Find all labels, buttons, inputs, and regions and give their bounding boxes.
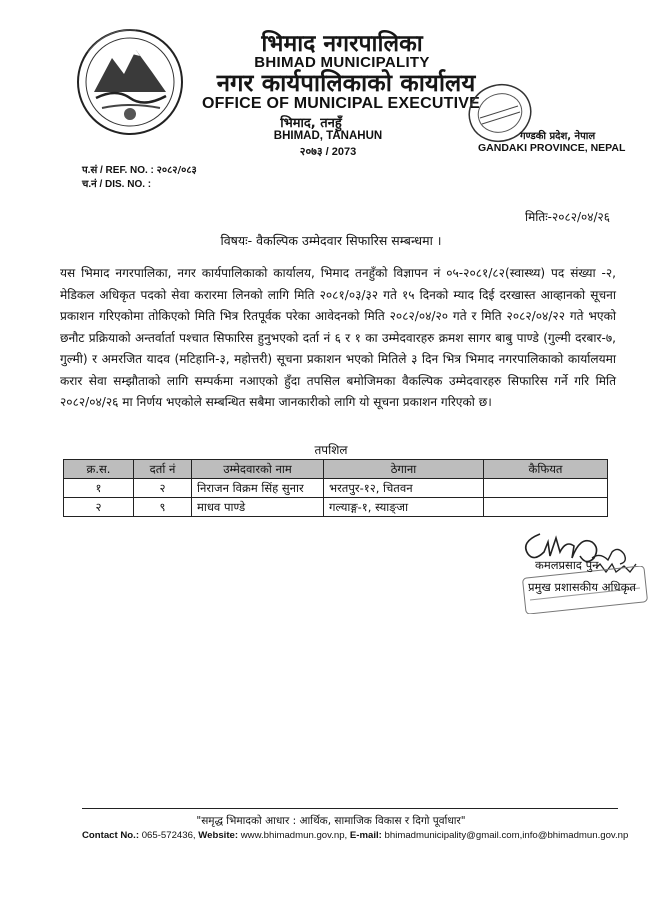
ref-value: २०८२/०८३ [156, 165, 197, 176]
cell-serial: १ [64, 479, 134, 498]
col-candidate-name: उम्मेदवारको नाम [192, 460, 324, 479]
province-english: GANDAKI PROVINCE, NEPAL [478, 142, 626, 154]
table-header-row [64, 460, 608, 479]
place-english: BHIMAD, TANAHUN [273, 130, 383, 142]
signer-name: कमलप्रसाद पुन [535, 558, 599, 572]
website-value: www.bhimadmun.gov.np, [238, 830, 350, 841]
signer-title: प्रमुख प्रशासकीय अधिकृत [528, 580, 636, 594]
table-title: तपशिल [314, 443, 348, 457]
website-label: Website: [198, 830, 239, 841]
col-address: ठेगाना [324, 460, 484, 479]
province-nepali: गण्डकी प्रदेश, नेपाल [520, 131, 596, 142]
cell-remarks [484, 479, 608, 498]
footer-motto: "समृद्ध भिमादको आधार : आर्थिक, सामाजिक विकास र दिगो पूर्वाधार" [196, 815, 466, 827]
footer-contact [82, 830, 628, 841]
cell-reg-no: ९ [134, 498, 192, 517]
table-row [64, 479, 608, 498]
col-serial: क्र.स. [64, 460, 134, 479]
subject-line: विषयः- वैकल्पिक उम्मेदवार सिफारिस सम्बन्धमा । [220, 233, 442, 248]
dis-label: च.नं / DIS. NO. : [82, 179, 152, 190]
cell-reg-no: २ [134, 479, 192, 498]
office-name-english: OFFICE OF MUNICIPAL EXECUTIVE [201, 95, 481, 112]
dispatch-number [82, 176, 151, 190]
cell-serial: २ [64, 498, 134, 517]
col-reg-no: दर्ता नं [134, 460, 192, 479]
email-label: E-mail: [349, 830, 382, 841]
reference-number [82, 162, 197, 176]
ref-label: प.सं / REF. NO. : [82, 165, 157, 176]
place-nepali: भिमाद, तनहुँ [280, 116, 342, 131]
established-year: २०७३ / 2073 [299, 146, 357, 158]
notice-body: यस भिमाद नगरपालिका, नगर कार्यपालिकाको कार्यालय, भिमाद तनहुँको विज्ञापन नं ०५-२०८१/८२(स्वास्थ्य) पद संख्या -२, मेडिकल अधिकृत पदको सेवा करारमा लिनको लागि मिति २०८१/०३/३२ गते १५ दिनको म्याद दिई दरखास्त आव्हानको सूचना प्रकाशन गरिएकोमा तोकिएको मिति भित्र रितपूर्वक परेका आवेदनको मिति २०८२/०४/२० गते र मिति २०८२/०४/२२ गते भएको छनौट प्रक्रियाको अन्तर्वार्ता पश्चात सिफारिस हुनुभएको दर्ता नं ६ र १ का उम्मेदवारहरु क्रमश सागर बाबु पाण्डे (गुल्मी दरबार-७, गुल्मी) र अमरजित यादव (मटिहानि-३, महोत्तरी) सूचना प्रकाशन भएको मितिले ३ दिन भित्र भिमाद नगरपालिकाको कार्यालयमा करार सेवा सम्झौताको लागि सम्पर्कमा नआएको हुँदा तपसिल बमोजिमका वैकल्पिक उम्मेदवारहरु सिफारिस गर्ने गरि मिति २०८२/०४/२६ मा निर्णय भएकोले सम्बन्धित सबैमा जानकारीको लागि यो सूचना प्रकाशन गरिएको छ। [60, 266, 616, 409]
letter-date: मितिः-२०८२/०४/२६ [525, 210, 610, 224]
cell-address: भरतपुर-१२, चितवन [324, 479, 484, 498]
office-name-nepali: नगर कार्यपालिकाको कार्यालय [216, 69, 476, 97]
municipality-name-nepali: भिमाद नगरपालिका [261, 31, 423, 57]
cell-name: निराजन विक्रम सिंह सुनार [192, 479, 324, 498]
col-remarks: कैफियत [484, 460, 608, 479]
contact-value: 065-572436, [139, 830, 199, 841]
cell-address: गल्याङ्ग-१, स्याङ्जा [324, 498, 484, 517]
municipality-name-english: BHIMAD MUNICIPALITY [254, 54, 430, 71]
contact-label: Contact No.: [82, 830, 140, 841]
footer-divider [82, 808, 618, 809]
municipality-logo [76, 22, 184, 140]
email-value: bhimadmunicipality@gmail.com,info@bhimadmun.gov.np [381, 830, 629, 841]
candidate-table [63, 459, 608, 517]
cell-name: माधव पाण्डे [192, 498, 324, 517]
